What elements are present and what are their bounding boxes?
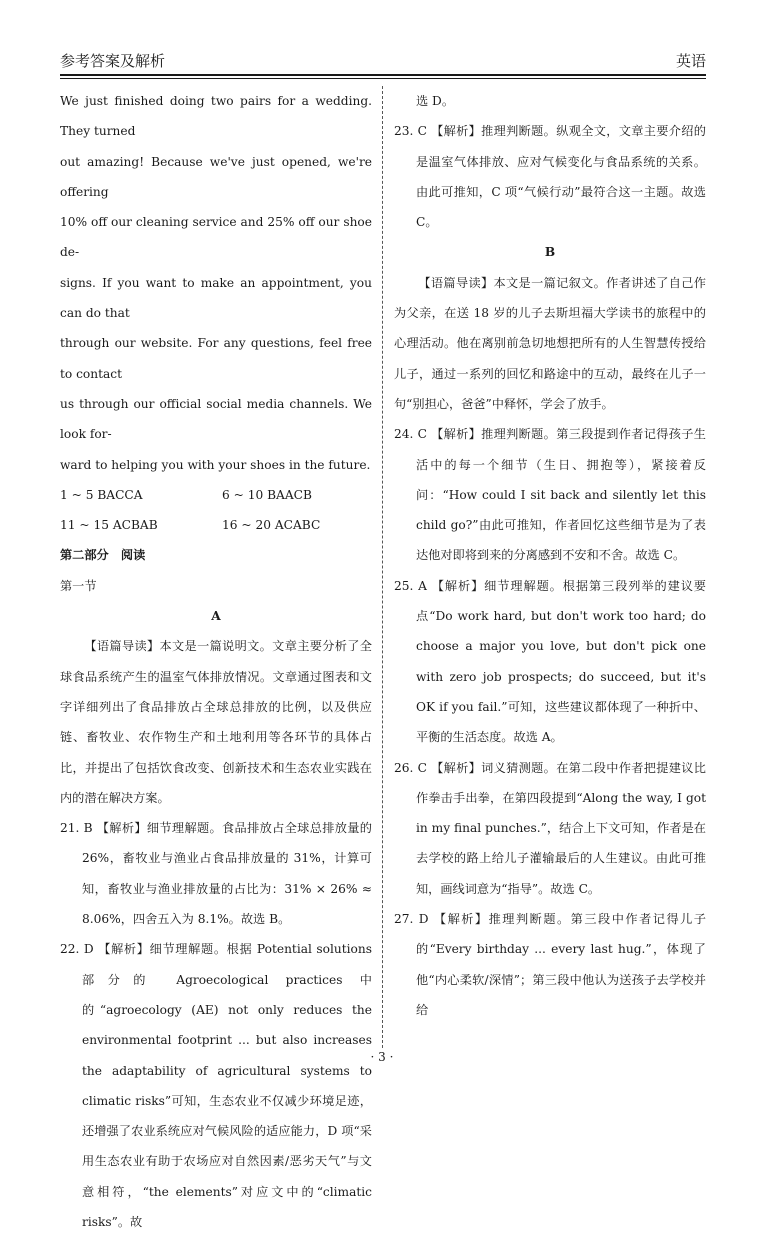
column-divider	[382, 86, 383, 1048]
answer-key: 16 ~ 20 ACABC	[222, 518, 321, 533]
answer-26: 26. C 【解析】词义猜测题。在第二段中作者把提建议比作拳击手出拳，在第四段提到“Along the way, I got in my final punches.”，结合上下文可知，作者是在去学校的路上给儿子灌输最后的人生建议。由此可推知，画线词意为“指导”。故选 C。	[394, 760, 706, 896]
answer-23: 23. C 【解析】推理判断题。纵观全文，文章主要介绍的是温室气体排放、应对气候变化与食品系统的关系。由此可推知，C 项“气候行动”最符合这一主题。故选 C。	[394, 124, 706, 230]
answer-key: 11 ~ 15 ACBAB	[60, 518, 158, 533]
passage-heading-a: A	[211, 609, 221, 624]
header-rule-thick	[60, 74, 706, 76]
passage-line: through our website. For any questions, feel free to contact	[60, 336, 372, 381]
answer-27: 27. D 【解析】推理判断题。第三段中作者记得儿子的“Every birthday ... every last hug.”，体现了他“内心柔软/深情”；第三段中他认为送孩子去学校并给	[394, 912, 706, 1017]
passage-line: 10% off our cleaning service and 25% off our shoe de-	[60, 215, 372, 260]
answer-key: 6 ~ 10 BAACB	[222, 487, 312, 502]
page-number: · 3 ·	[370, 1050, 394, 1064]
passage-intro-a: 【语篇导读】本文是一篇说明文。文章主要分析了全球食品系统产生的温室气体排放情况。文章通过图表和文字详细列出了食品排放占全球总排放的比例，以及供应链、畜牧业、农作物生产和土地利用等各环节的具体占比，并提出了包括饮食改变、创新技术和生态农业实践在内的潜在解决方案。	[60, 639, 372, 805]
passage-intro-b: 【语篇导读】本文是一篇记叙文。作者讲述了自己作为父亲，在送 18 岁的儿子去斯坦福大学读书的旅程中的心理活动。他在离别前急切地想把所有的人生智慧传授给儿子，通过一系列的回忆和路途中的互动，最终在儿子一句“别担心，爸爸”中释怀，学会了放手。	[394, 275, 706, 411]
answer-key-row	[60, 480, 372, 510]
section-heading: 第一节	[60, 578, 97, 593]
part-heading: 第二部分 阅读	[60, 548, 146, 563]
passage-line: out amazing! Because we've just opened, we're offering	[60, 154, 372, 199]
left-column	[60, 86, 372, 1237]
answer-21: 21. B 【解析】细节理解题。食品排放占全球总排放量的 26%，畜牧业与渔业占食品排放量的 31%，计算可知，畜牧业与渔业排放量的占比为：31% × 26% ≈ 8.06%，四舍五入为 8.1%。故选 B。	[60, 821, 372, 927]
passage-line: us through our official social media channels. We look for-	[60, 396, 372, 442]
answer-22: 22. D 【解析】细节理解题。根据 Potential solutions 部分的 Agroecological practices 中的“agroecology (AE) not only reduces the environmental footprint ... but also increases the adaptability of agricultural systems to climatic risks”可知，生态农业不仅减少环境足迹，还增强了农业系统应对气候风险的适应能力，D 项“采用生态农业有助于农场应对自然因素/恶劣天气”与文意相符，“the elements”对应文中的“climatic risks”。故	[60, 942, 372, 1229]
header-subject: 英语	[675, 52, 706, 70]
right-column	[394, 86, 706, 1025]
answer-key-row	[60, 510, 372, 540]
passage-line: We just finished doing two pairs for a wedding. They turned	[60, 94, 372, 139]
passage-line: signs. If you want to make an appointment, you can do that	[60, 275, 372, 321]
passage-heading-b: B	[544, 245, 556, 260]
passage-line: ward to helping you with your shoes in the future.	[60, 457, 371, 472]
answer-24: 24. C 【解析】推理判断题。第三段提到作者记得孩子生活中的每一个细节（生日、拥抱等），紧接着反问：“How could I sit back and silently let this child go?”由此可推知，作者回忆这些细节是为了表达他对即将到来的分离感到不安和不舍。故选 C。	[394, 427, 706, 563]
header-rule-thin	[60, 78, 706, 79]
answer-25: 25. A 【解析】细节理解题。根据第三段列举的建议要点“Do work hard, but don't work too hard; do choose a major you love, but don't pick one with zero job prospects; do succeed, but it's OK if you fail.”可知，这些建议都体现了一种折中、平衡的生活态度。故选 A。	[394, 578, 706, 745]
answer-key: 1 ~ 5 BACCA	[60, 487, 143, 502]
header-title: 参考答案及解析	[60, 52, 166, 70]
page-header	[60, 44, 706, 74]
answer-22-end: 选 D。	[416, 94, 455, 108]
